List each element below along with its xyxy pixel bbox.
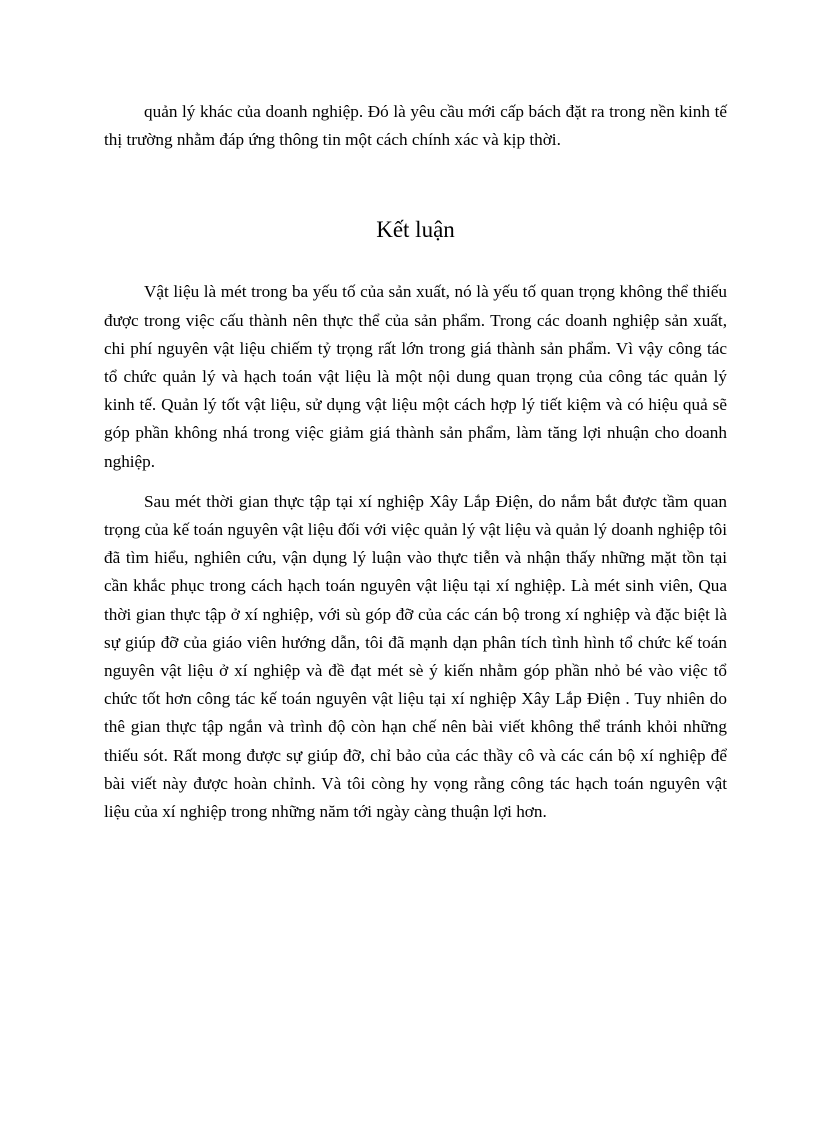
body-paragraph-1: Vật liệu là mét trong ba yếu tố của sản xuất, nó là yếu tố quan trọng không thể thiếu được trong việc cấu thành nên thực thể của sản phẩm. Trong các doanh nghiệp sản xuất, chi phí nguyên vật liệu chiếm tỷ trọng rất lớn trong giá thành sản phẩm. Vì vậy công tác tổ chức quản lý và hạch toán vật liệu là một nội dung quan trọng của công tác quản lý kinh tế. Quản lý tốt vật liệu, sử dụng vật liệu một cách hợp lý tiết kiệm và có hiệu quả sẽ góp phần không nhá trong việc giảm giá thành sản phẩm, làm tăng lợi nhuận cho doanh nghiệp. [104,282,727,471]
document-page [104,98,727,826]
body-paragraph-2: Sau mét thời gian thực tập tại xí nghiệp Xây Lắp Điện, do nắm bắt được tầm quan trọng của kế toán nguyên vật liệu đối với việc quản lý vật liệu và quản lý doanh nghiệp tôi đã tìm hiểu, nghiên cứu, vận dụng lý luận vào thực tiễn và nhận thấy những mặt tồn tại cần khắc phục trong cách hạch toán nguyên vật liệu tại xí nghiệp. Là mét sinh viên, Qua thời gian thực tập ở xí nghiệp, với sù góp đỡ của các cán bộ trong xí nghiệp và đặc biệt là sự giúp đỡ của giáo viên hướng dẫn, tôi đã mạnh dạn phân tích tình hình tổ chức kế toán nguyên vật liệu ở xí nghiệp và đề đạt mét sè ý kiến nhằm góp phần nhỏ bé vào việc tổ chức tốt hơn công tác kế toán nguyên vật liệu tại xí nghiệp Xây Lắp Điện . Tuy nhiên do thê gian thực tập ngắn và trình độ còn hạn chế nên bài viết không thể tránh khỏi những thiếu sót. Rất mong được sự giúp đỡ, chỉ bảo của các thầy cô và các cán bộ xí nghiệp để bài viết này được hoàn chỉnh. Và tôi còng hy vọng rằng công tác hạch toán nguyên vật liệu của xí nghiệp trong những năm tới ngày càng thuận lợi hơn. [104,491,727,822]
section-title: Kết luận [376,217,455,243]
intro-paragraph: quản lý khác của doanh nghiệp. Đó là yêu cầu mới cấp bách đặt ra trong nền kinh tế thị trường nhằm đáp ứng thông tin một cách chính xác và kịp thời. [104,102,727,150]
